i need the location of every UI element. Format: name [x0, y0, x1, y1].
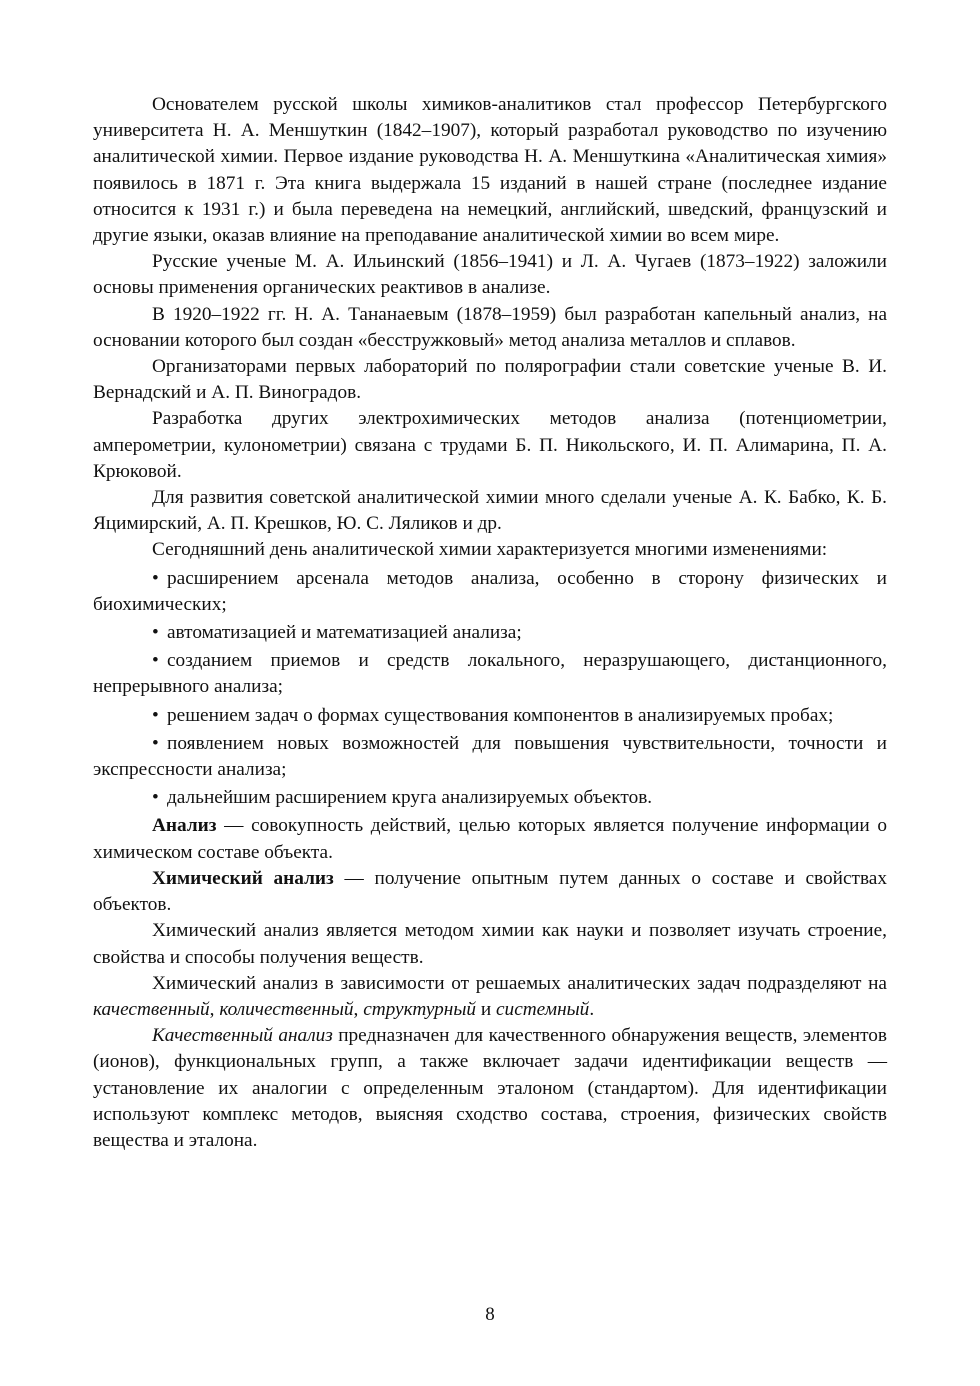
- type-qualitative: качественный: [93, 998, 210, 1020]
- separator: ,: [353, 998, 364, 1020]
- list-item: [93, 703, 887, 729]
- term-analysis: Анализ: [152, 815, 217, 837]
- conjunction: и: [476, 998, 496, 1020]
- paragraph-tananaev: В 1920–1922 гг. Н. А. Тананаевым (1878–1959) был разработан капельный анализ, на основании которого был создан «бесстружковый» метод анализа металлов и сплавов.: [93, 303, 887, 351]
- bullet-icon: •: [152, 650, 159, 672]
- list-item: [93, 566, 887, 618]
- list-item: [93, 731, 887, 783]
- page-body: [93, 92, 887, 1154]
- definition-chemical-analysis: [93, 866, 887, 918]
- bullet-icon: •: [152, 732, 159, 754]
- list-item-text: созданием приемов и средств локального, неразрушающего, дистанционного, непрерывного анализа;: [93, 650, 887, 698]
- bullet-icon: •: [152, 787, 159, 809]
- paragraph-chemical-analysis-method: Химический анализ является методом химии как науки и позволяет изучать строение, свойства и способы получения веществ.: [93, 920, 887, 968]
- type-structural: структурный: [363, 998, 477, 1020]
- period: .: [589, 998, 595, 1020]
- paragraph-polarography: Организаторами первых лабораторий по полярографии стали советские ученые В. И. Вернадский и А. П. Виноградов.: [93, 356, 887, 404]
- paragraph-menshutkin: Основателем русской школы химиков-аналитиков стал профессор Петербургского университета Н. А. Меншуткин (1842–1907), который разработал руководство по изучению аналитической химии. Первое издание руководства Н. А. Меншуткина «Аналитическая химия» появилось в 1871 г. Эта книга выдержала 15 изданий в нашей стране (последнее издание относится к 1931 г.) и была переведена на немецкий, английский, шведский, французский и другие языки, оказав влияние на преподавание аналитической химии во всем мире.: [93, 94, 887, 247]
- paragraph-qualitative-analysis: [93, 1023, 887, 1154]
- page-number: 8: [485, 1304, 495, 1325]
- type-quantitative: количественный: [219, 998, 354, 1020]
- list-item-text: появлением новых возможностей для повышения чувствительности, точности и экспрессности анализа;: [93, 732, 887, 781]
- term-chemical-analysis: Химический анализ: [152, 867, 334, 889]
- qualitative-analysis-text: предназначен для качественного обнаружения веществ, элементов (ионов), функциональных групп, а также включает задачи идентификации веществ — установление их аналогии с определенным эталоном (стандартом). Для идентификации используют комплекс методов, выясняя сходство состава, строения, физических свойств вещества и эталона.: [93, 1025, 887, 1151]
- list-item-text: расширением арсенала методов анализа, особенно в сторону физических и биохимических;: [93, 567, 887, 615]
- list-item-text: дальнейшим расширением круга анализируемых объектов.: [167, 787, 653, 809]
- term-qualitative-analysis: Качественный анализ: [152, 1025, 333, 1047]
- paragraph-electrochemical: Разработка других электрохимических методов анализа (потенциометрии, амперометрии, кулонометрии) связана с трудами Б. П. Никольского, И. П. Алимарина, П. А. Крюковой.: [93, 408, 887, 482]
- list-item: [93, 620, 887, 646]
- bullet-icon: •: [152, 704, 159, 726]
- paragraph-ilyinsky-chugaev: Русские ученые М. А. Ильинский (1856–1941) и Л. А. Чугаев (1873–1922) заложили основы применения органических реактивов в анализе.: [93, 251, 887, 299]
- definition-analysis: [93, 813, 887, 865]
- paragraph-today-changes: Сегодняшний день аналитической химии характеризуется многими изменениями:: [152, 539, 828, 561]
- definition-text: — совокупность действий, целью которых является получение информации о химическом составе объекта.: [93, 815, 887, 863]
- separator: ,: [209, 998, 220, 1020]
- paragraph-analysis-types: [93, 971, 887, 1023]
- definition-text: — получение опытным путем данных о составе и свойствах объектов.: [93, 867, 887, 916]
- type-systemic: системный: [496, 998, 590, 1020]
- list-item-text: автоматизацией и математизацией анализа;: [167, 622, 522, 644]
- analysis-types-lead: Химический анализ в зависимости от решаемых аналитических задач подразделяют на: [152, 972, 887, 994]
- paragraph-soviet-scientists: Для развития советской аналитической химии много сделали ученые А. К. Бабко, К. Б. Яцимирский, А. П. Крешков, Ю. С. Ляликов и др.: [93, 487, 887, 535]
- list-item: [93, 648, 887, 700]
- list-item-text: решением задач о формах существования компонентов в анализируемых пробах;: [167, 704, 834, 726]
- bullet-icon: •: [152, 622, 159, 644]
- list-item: [93, 785, 887, 811]
- bullet-icon: •: [152, 567, 159, 589]
